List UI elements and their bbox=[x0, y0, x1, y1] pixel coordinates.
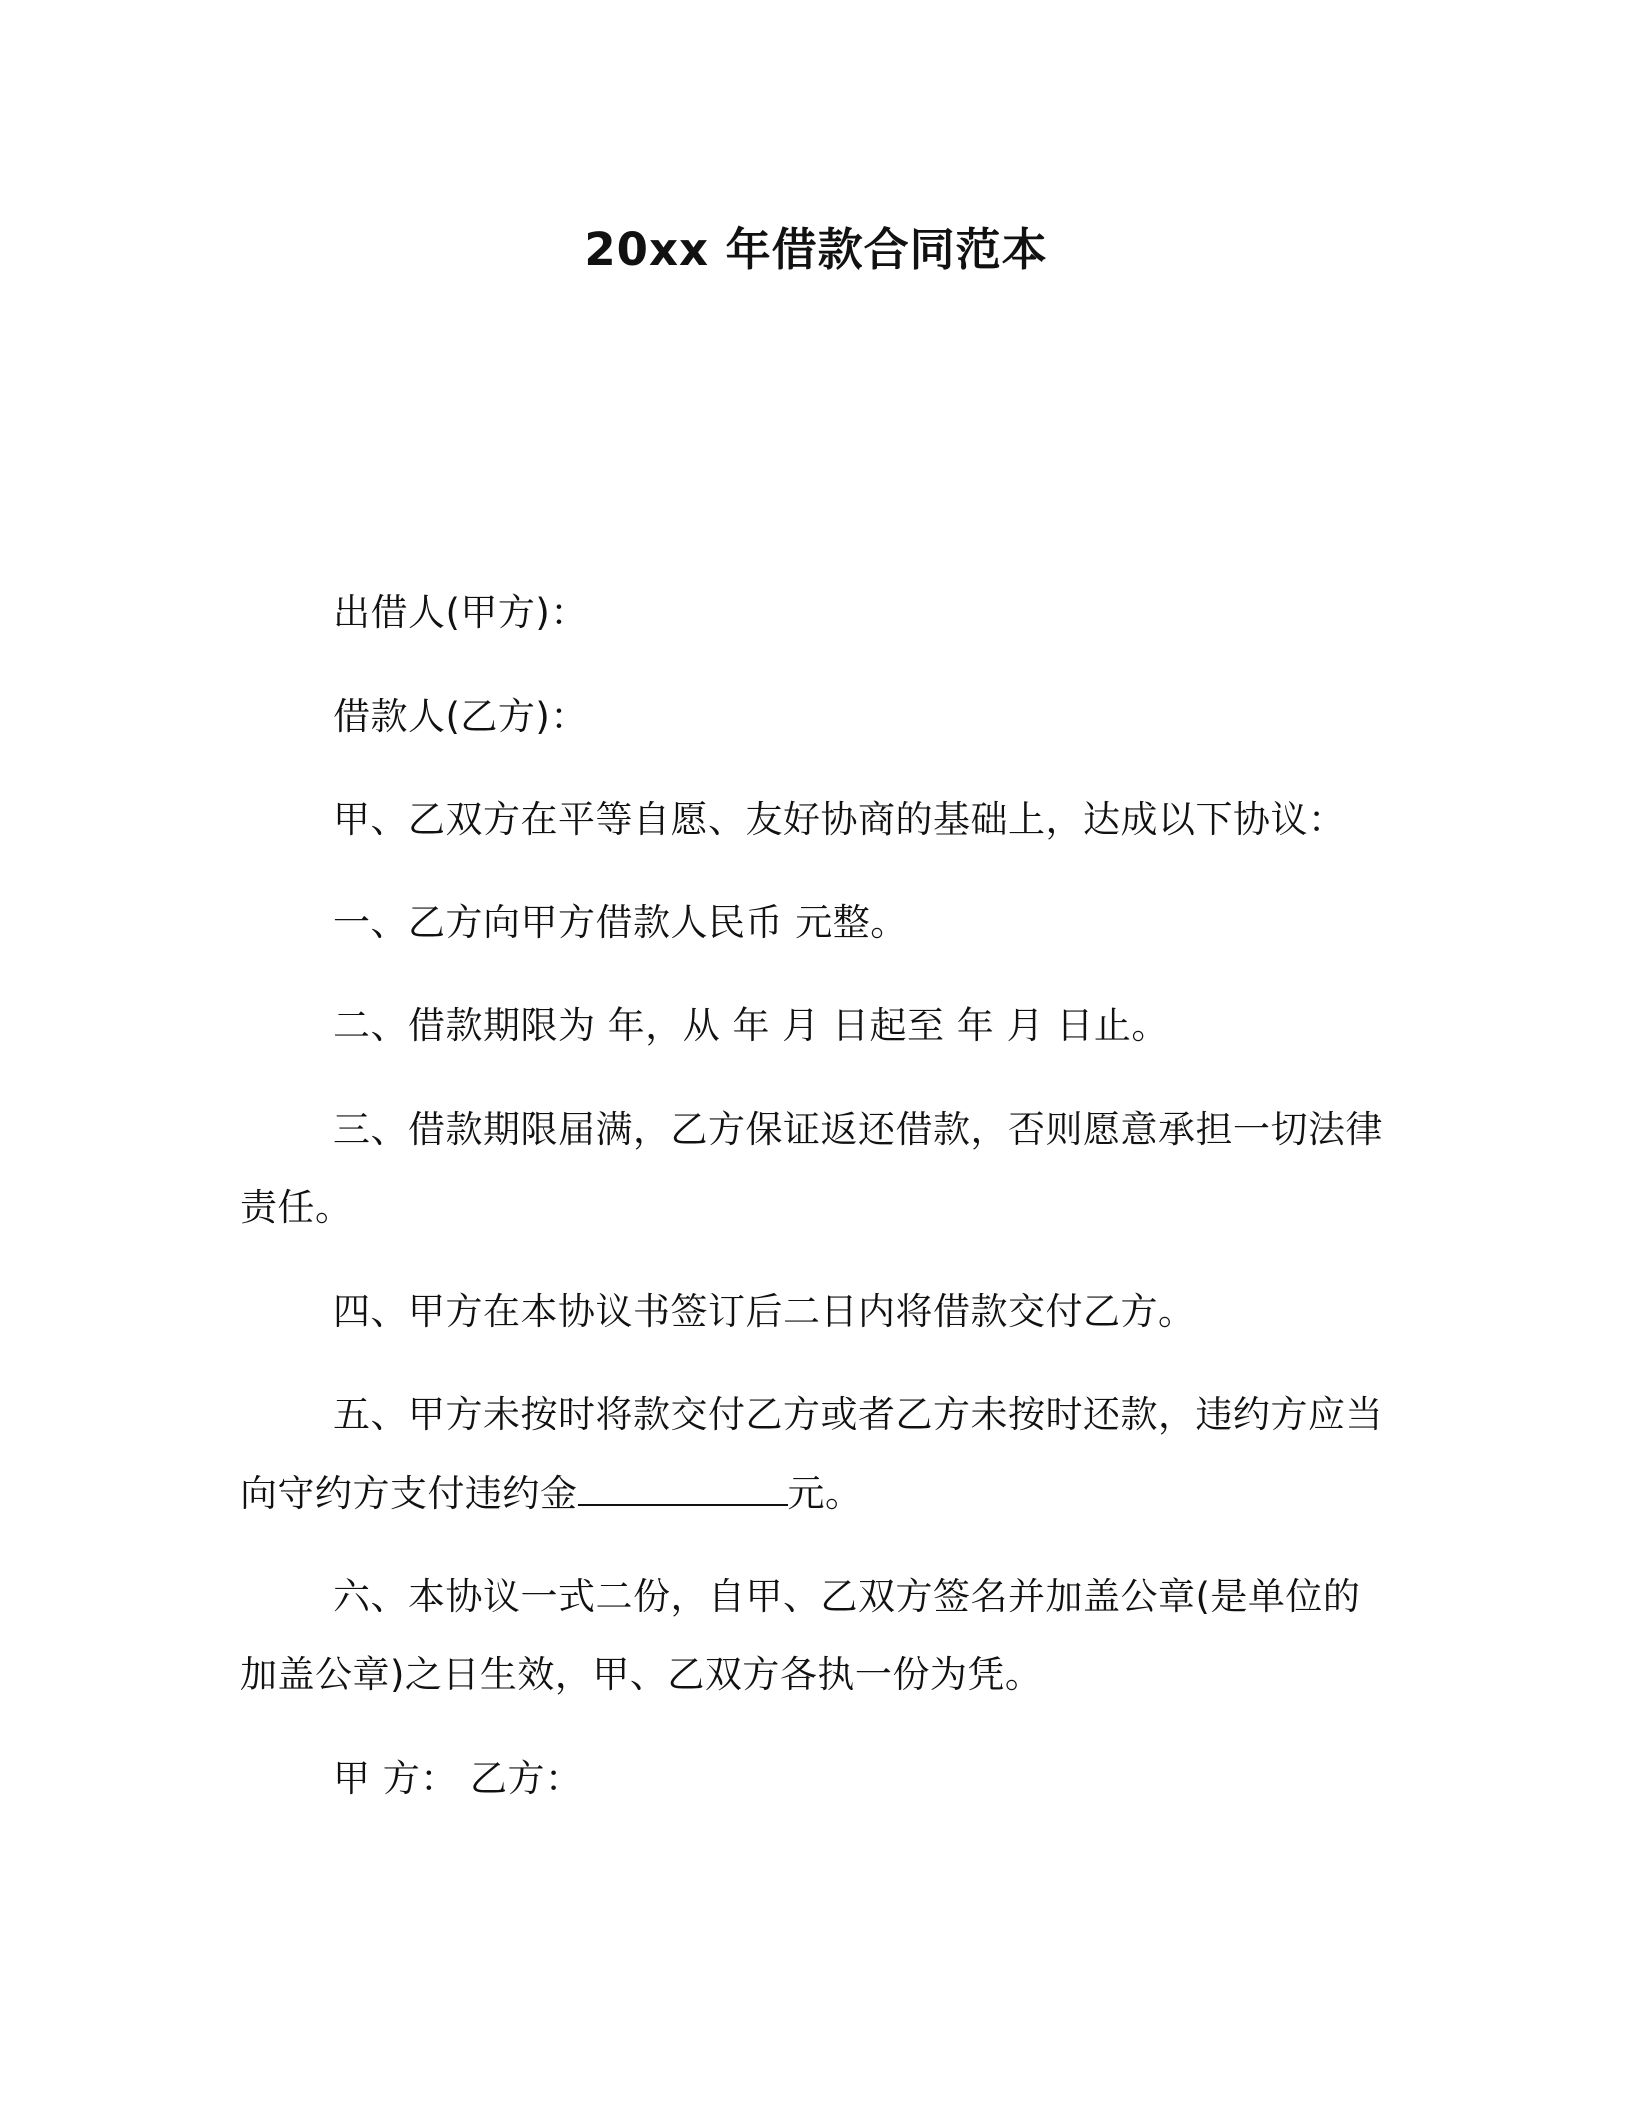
clause-3-line-2: 责任。 bbox=[240, 1186, 353, 1229]
signature-party-b: 乙方： bbox=[470, 1757, 583, 1800]
clause-3-line-1: 三、借款期限届满，乙方保证返还借款，否则愿意承担一切法律 bbox=[333, 1108, 1383, 1151]
clause-5-line-1: 五、甲方未按时将款交付乙方或者乙方未按时还款，违约方应当 bbox=[333, 1393, 1383, 1436]
clause-5-line-2 bbox=[240, 1469, 863, 1519]
clause-6-line-1: 六、本协议一式二份，自甲、乙双方签名并加盖公章(是单位的 bbox=[333, 1575, 1361, 1618]
clause-2: 二、借款期限为 年，从 年 月 日起至 年 月 日止。 bbox=[333, 1004, 1169, 1047]
document-title: 20xx 年借款合同范本 bbox=[584, 223, 1048, 276]
clause-5-penalty-prefix: 向守约方支付违约金 bbox=[240, 1472, 578, 1515]
preamble-paragraph: 甲、乙双方在平等自愿、友好协商的基础上，达成以下协议： bbox=[333, 798, 1346, 841]
borrower-line: 借款人(乙方)： bbox=[333, 695, 588, 738]
penalty-amount-blank bbox=[578, 1470, 788, 1506]
clause-6-line-2: 加盖公章)之日生效，甲、乙双方各执一份为凭。 bbox=[240, 1653, 1043, 1696]
clause-4: 四、甲方在本协议书签订后二日内将借款交付乙方。 bbox=[333, 1290, 1196, 1333]
clause-5-penalty-suffix: 元。 bbox=[787, 1472, 863, 1515]
signature-party-a: 甲 方： bbox=[333, 1757, 458, 1800]
clause-1: 一、乙方向甲方借款人民币 元整。 bbox=[333, 901, 908, 944]
signature-line bbox=[333, 1754, 583, 1804]
lender-line: 出借人(甲方)： bbox=[333, 591, 588, 634]
